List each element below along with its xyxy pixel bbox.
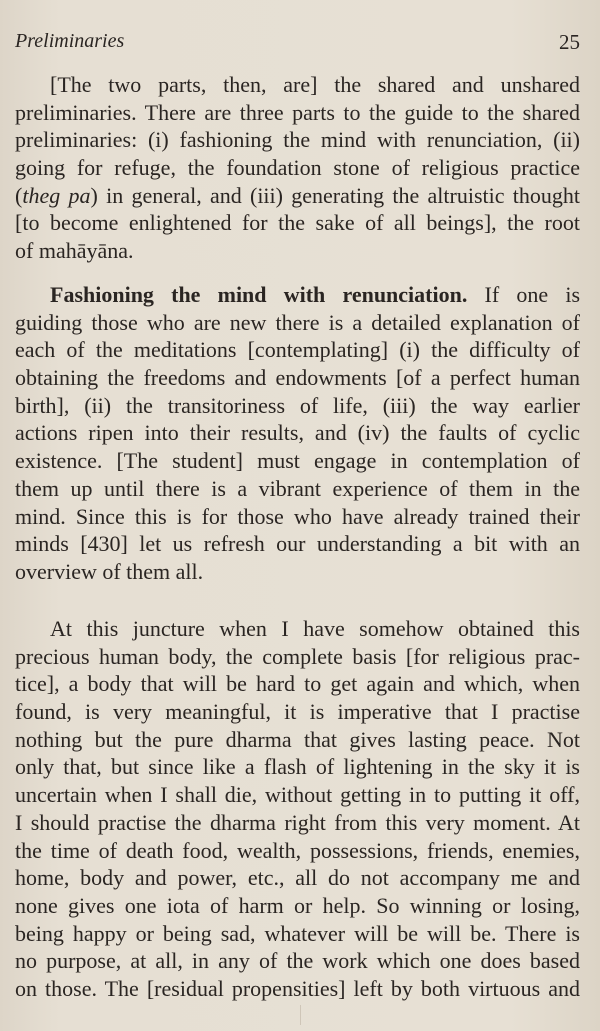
- paragraph-at-this-juncture: [15, 615, 580, 1003]
- text-run: home, body and power, etc., all do not accompany me and: [15, 865, 580, 891]
- text-run: existence. [The student] must engage in contemplation of: [15, 448, 580, 474]
- text-line: [15, 753, 580, 781]
- italic-term: theg pa: [22, 182, 91, 208]
- text-run: only that, but since like a flash of lightening in the sky it is: [15, 754, 580, 780]
- text-run: of mahāyāna.: [15, 238, 134, 264]
- running-header-title: Preliminaries: [15, 30, 125, 52]
- text-line: [15, 698, 580, 726]
- text-line: [15, 837, 580, 865]
- paragraph-shared-preliminaries: [15, 71, 580, 265]
- text-line: [15, 503, 580, 531]
- text-run: If one is: [467, 282, 580, 307]
- text-line: [15, 643, 580, 671]
- text-line: [15, 947, 580, 975]
- text-line: [15, 419, 580, 447]
- text-run: none gives one iota of harm or help. So winning or losing,: [15, 892, 580, 918]
- text-line: [15, 154, 580, 182]
- text-run: I should practise the dharma right from this very moment. At: [15, 809, 580, 835]
- text-run: no purpose, at all, in any of the work which one does based: [15, 948, 580, 974]
- text-run: nothing but the pure dharma that gives lasting peace. Not: [15, 726, 580, 752]
- text-line: [15, 670, 580, 698]
- text-run: being happy or being sad, whatever will be will be. There is: [15, 920, 580, 946]
- text-line: [15, 530, 580, 558]
- text-run: them up until there is a vibrant experience of them in the: [15, 475, 580, 501]
- text-run: preliminaries: (i) fashioning the mind with renunciation, (ii): [15, 127, 580, 153]
- text-line: [15, 237, 580, 265]
- text-run: mind. Since this is for those who have already trained their: [15, 503, 580, 529]
- text-line: [15, 281, 580, 309]
- text-run: ) in general, and (iii) generating the altruistic thought: [90, 182, 580, 208]
- paragraph-fashioning-mind: [15, 281, 580, 586]
- text-line: [15, 615, 580, 643]
- text-run: tice], a body that will be hard to get again and which, when: [15, 671, 580, 697]
- text-run: on those. The [residual propensities] left by both virtuous and: [15, 975, 580, 1001]
- text-line: [15, 336, 580, 364]
- text-line: [15, 447, 580, 475]
- text-run: going for refuge, the foundation stone of religious practice: [15, 155, 580, 181]
- text-line: [15, 920, 580, 948]
- text-line: [15, 809, 580, 837]
- text-line: [15, 209, 580, 237]
- text-line: [15, 726, 580, 754]
- text-run: minds [430] let us refresh our understanding a bit with an: [15, 531, 580, 557]
- text-run: overview of them all.: [15, 558, 204, 584]
- text-line: [15, 892, 580, 920]
- text-run: found, is very meaningful, it is imperative that I practise: [15, 699, 580, 725]
- text-run: (: [15, 182, 23, 208]
- gutter-mark: [300, 1005, 301, 1025]
- text-line: [15, 781, 580, 809]
- text-line: [15, 99, 580, 127]
- text-run: uncertain when I shall die, without getting in to putting it off,: [15, 782, 580, 808]
- text-line: [15, 475, 580, 503]
- text-run: birth], (ii) the transitoriness of life, (iii) the way earlier: [15, 392, 580, 418]
- text-run: actions ripen into their results, and (iv) the faults of cyclic: [15, 420, 580, 446]
- page-number: 25: [559, 30, 580, 54]
- bold-heading: Fashioning the mind with renunciation.: [50, 282, 468, 307]
- text-run: each of the meditations [contemplating] (i) the difficulty of: [15, 337, 580, 363]
- text-line: [15, 126, 580, 154]
- text-line: [15, 182, 580, 210]
- text-run: [to become enlightened for the sake of all beings], the root: [15, 210, 580, 236]
- text-line: [15, 864, 580, 892]
- text-run: preliminaries. There are three parts to the guide to the shared: [15, 99, 580, 125]
- text-run: the time of death food, wealth, possessions, friends, enemies,: [15, 837, 580, 863]
- text-run: At this juncture when I have somehow obtained this: [50, 616, 580, 641]
- text-run: guiding those who are new there is a detailed explanation of: [15, 309, 580, 335]
- text-line: [15, 364, 580, 392]
- text-line: [15, 558, 580, 586]
- text-run: [The two parts, then, are] the shared and unshared: [50, 72, 580, 97]
- text-run: obtaining the freedoms and endowments [of a perfect human: [15, 365, 580, 391]
- text-line: [15, 309, 580, 337]
- text-run: precious human body, the complete basis [for religious prac-: [15, 643, 580, 669]
- text-line: [15, 392, 580, 420]
- text-line: [15, 975, 580, 1003]
- text-line: [15, 71, 580, 99]
